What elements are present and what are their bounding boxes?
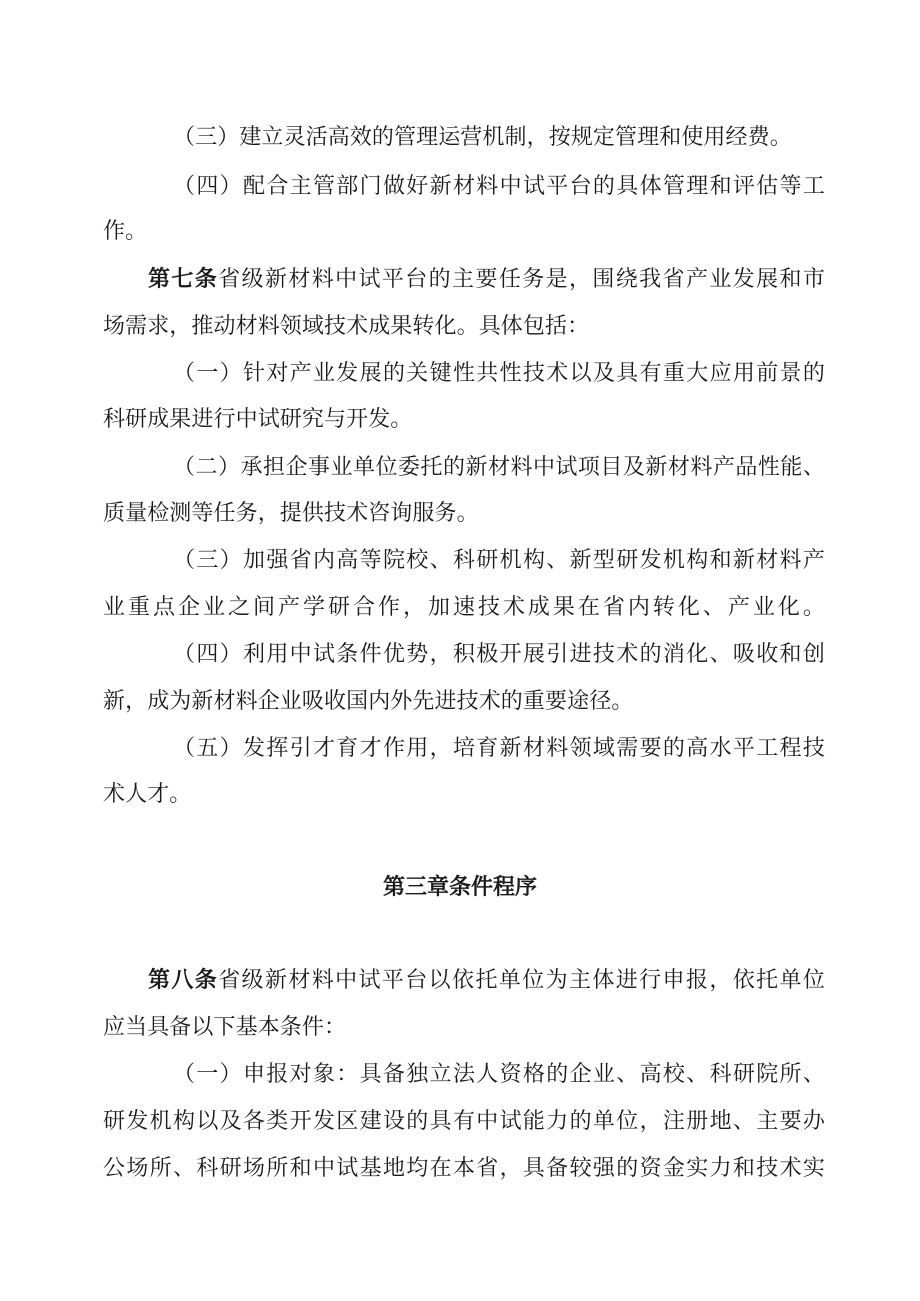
text-line: 术人才。 <box>103 782 192 807</box>
article-8-line <box>148 963 825 999</box>
article-number: 第七条 <box>148 267 219 292</box>
text-line: 作。 <box>103 219 148 244</box>
text-line: （一）针对产业发展的关键性共性技术以及具有重大应用前景的 <box>173 361 825 386</box>
text-line: 公场所、科研场所和中试基地均在本省，具备较强的资金实力和技术实 <box>103 1156 825 1181</box>
article-text: 省级新材料中试平台的主要任务是，围绕我省产业发展和市 <box>218 267 825 292</box>
text-line: （四）配合主管部门做好新材料中试平台的具体管理和评估等工 <box>173 174 825 199</box>
text-line: 应当具备以下基本条件： <box>103 1015 347 1040</box>
text-line: （三）建立灵活高效的管理运营机制，按规定管理和使用经费。 <box>173 125 792 150</box>
text-line: （三）加强省内高等院校、科研机构、新型研发机构和新材料产 <box>173 548 825 573</box>
text-line: 质量检测等任务，提供技术咨询服务。 <box>103 501 479 526</box>
text-line: （一）申报对象：具备独立法人资格的企业、高校、科研院所、 <box>173 1062 825 1087</box>
text-line: 科研成果进行中试研究与开发。 <box>103 407 413 432</box>
chapter-heading: 第三章条件程序 <box>382 875 537 900</box>
text-line: （四）利用中试条件优势，积极开展引进技术的消化、吸收和创 <box>173 642 825 667</box>
text-line: 研发机构以及各类开发区建设的具有中试能力的单位，注册地、主要办 <box>103 1109 825 1134</box>
text-line: （二）承担企事业单位委托的新材料中试项目及新材料产品性能、 <box>173 455 825 480</box>
article-text: 省级新材料中试平台以依托单位为主体进行申报，依托单位 <box>218 968 825 993</box>
article-7-line <box>148 262 825 298</box>
article-number: 第八条 <box>148 968 219 993</box>
text-line: 新，成为新材料企业吸收国内外先进技术的重要途径。 <box>103 689 634 714</box>
text-line: 业重点企业之间产学研合作，加速技术成果在省内转化、产业化。 <box>103 595 825 620</box>
text-line: （五）发挥引才育才作用，培育新材料领域需要的高水平工程技 <box>173 736 825 761</box>
text-line: 场需求，推动材料领域技术成果转化。具体包括： <box>103 314 590 339</box>
